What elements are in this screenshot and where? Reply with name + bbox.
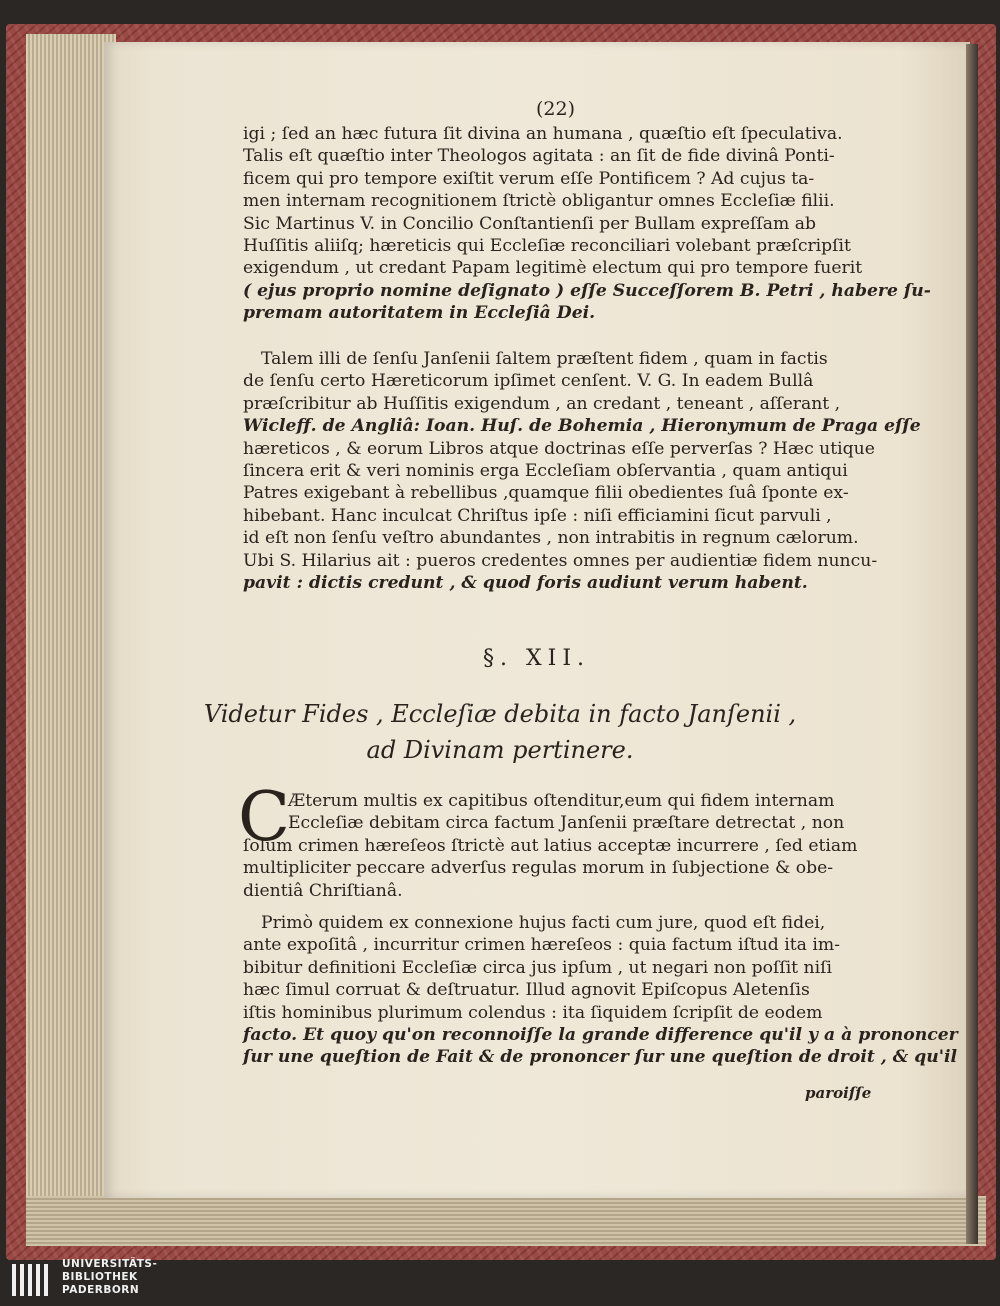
text-line: Eccleſiæ debitam circa factum Janſenii præſtare detrectat , non	[288, 813, 845, 834]
page-edges-bottom	[26, 1196, 986, 1246]
text-line: men internam recognitionem ſtrictè obligantur omnes Eccleſiæ filii.	[243, 191, 835, 212]
paragraph-1	[243, 123, 931, 325]
text-line: id eſt non ſenſu veſtro abundantes , non intrabitis in regnum cælorum.	[243, 528, 859, 549]
text-line: iſtis hominibus plurimum colendus : ita ſiquidem ſcripſit de eodem	[243, 1002, 823, 1023]
catchword: paroiſſe	[805, 1084, 872, 1102]
text-line: dientiâ Chriſtianâ.	[243, 880, 403, 901]
text-line: exigendum , ut credant Papam legitimè electum qui pro tempore fuerit	[243, 258, 863, 279]
text-line: Primò quidem ex connexione hujus facti cum jure, quod eſt fidei,	[261, 913, 826, 933]
page-edges-left	[26, 34, 116, 1246]
paragraph-4	[243, 912, 958, 1069]
text-line: Huſſitis aliiſq; hæreticis qui Eccleſiæ reconciliari volebant præſcripſit	[243, 235, 851, 256]
library-logo	[10, 1258, 230, 1302]
text-line: Talis eſt quæſtio inter Theologos agitata : an ſit de fide divinâ Ponti-	[243, 146, 835, 167]
text-line: igi ; ſed an hæc futura ſit divina an humana , quæſtio eſt ſpeculativa.	[243, 124, 843, 144]
text-line: facto. Et quoy qu'on reconnoiſſe la grande difference qu'il y a à prononcer	[243, 1024, 958, 1045]
text-line: ſolum crimen hæreſeos ſtrictè aut latius acceptæ incurrere , ſed etiam	[243, 835, 858, 856]
text-line: ſur une queſtion de Fait & de prononcer ſur une queſtion de droit , & qu'il	[243, 1047, 958, 1068]
text-line: ſincera erit & veri nominis erga Eccleſiam obſervantia , quam antiqui	[243, 460, 848, 481]
library-emblem-icon	[10, 1260, 50, 1300]
section-heading-line-2: ad Divinam pertinere.	[366, 736, 634, 764]
text-line: pavit : dictis credunt , & quod foris audiunt verum habent.	[243, 572, 808, 593]
drop-capital: C	[238, 778, 291, 857]
paragraph-3	[243, 790, 857, 902]
text-line: Wicleff. de Angliâ: Ioan. Huſ. de Bohemia , Hieronymum de Praga eſſe	[243, 416, 921, 437]
text-line: de ſenſu certo Hæreticorum ipſimet cenſent. V. G. In eadem Bullâ	[243, 371, 814, 392]
section-heading-line-1: Videtur Fides , Eccleſiæ debita in facto Janſenii ,	[203, 700, 797, 728]
text-line: ( ejus proprio nomine deſignato ) eſſe Succeſſorem B. Petri , habere ſu-	[243, 280, 931, 301]
library-name-line: PADERBORN	[62, 1284, 140, 1296]
library-name-line: BIBLIOTHEK	[62, 1271, 138, 1283]
text-line: hæreticos , & eorum Libros atque doctrinas eſſe perverſas ? Hæc utique	[243, 438, 875, 459]
text-line: multipliciter peccare adverſus regulas morum in ſubjectione & obe-	[243, 858, 834, 879]
text-line: præſcribitur ab Huſſitis exigendum , an credant , teneant , aſſerant ,	[243, 393, 841, 414]
gutter-shadow	[966, 44, 978, 1244]
text-line: Æterum multis ex capitibus oſtenditur,eum qui fidem internam	[288, 791, 835, 811]
text-line: ante expoſitâ , incurritur crimen hæreſeos : quia factum iſtud ita im-	[243, 935, 840, 956]
text-line: Ubi S. Hilarius ait : pueros credentes omnes per audientiæ fidem nuncu-	[243, 550, 878, 571]
library-name	[62, 1258, 157, 1297]
text-line: ficem qui pro tempore exiſtit verum eſſe Pontificem ? Ad cujus ta-	[243, 168, 815, 189]
text-line: Sic Martinus V. in Concilio Conſtantienſi per Bullam expreſſam ab	[243, 213, 817, 234]
library-name-line: UNIVERSITÄTS-	[62, 1258, 158, 1270]
text-line: Talem illi de ſenſu Janſenii ſaltem præſtent fidem , quam in factis	[261, 349, 828, 369]
paragraph-2	[243, 348, 921, 594]
text-line: hibebant. Hanc inculcat Chriſtus ipſe : niſi efficiamini ſicut parvuli ,	[243, 505, 832, 526]
text-line: Patres exigebant à rebellibus ,quamque filii obedientes ſuâ ſponte ex-	[243, 483, 849, 504]
text-line: bibitur definitioni Eccleſiæ circa jus ipſum , ut negari non poſſit niſi	[243, 957, 832, 978]
text-line: premam autoritatem in Eccleſiâ Dei.	[243, 303, 596, 324]
page-number: (22)	[536, 98, 576, 120]
text-line: hæc ſimul corruat & deſtruatur. Illud agnovit Epiſcopus Aletenſis	[243, 980, 810, 1001]
section-number: §. XII.	[483, 646, 591, 671]
